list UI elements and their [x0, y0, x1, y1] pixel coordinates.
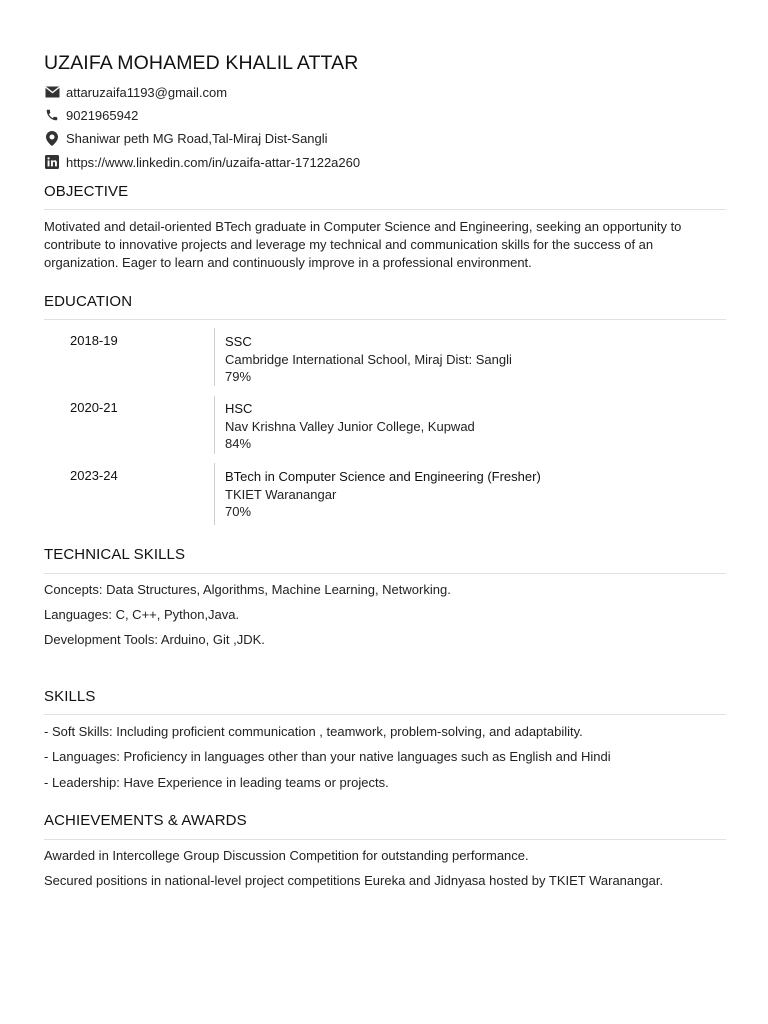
education-degree: BTech in Computer Science and Engineering (Fresher): [225, 469, 541, 484]
skill-item: - Soft Skills: Including proficient communication , teamwork, problem-solving, and adaptability.: [44, 724, 583, 739]
envelope-icon: [44, 84, 60, 100]
contact-email: [44, 83, 227, 101]
section-divider: [44, 714, 726, 715]
timeline-bar: [214, 328, 215, 386]
candidate-name: UZAIFA MOHAMED KHALIL ATTAR: [44, 52, 359, 74]
education-degree: SSC: [225, 334, 252, 349]
education-year: 2020-21: [70, 400, 118, 415]
education-score: 79%: [225, 369, 252, 384]
education-details: [225, 333, 512, 386]
achievement-item: Secured positions in national-level project competitions Eureka and Jidnyasa hosted by TKIET Waranangar.: [44, 873, 664, 888]
skill-item: - Leadership: Have Experience in leading teams or projects.: [44, 775, 389, 790]
achievement-item: Awarded in Intercollege Group Discussion Competition for outstanding performance.: [44, 848, 529, 863]
education-score: 70%: [225, 504, 252, 519]
skill-item: - Languages: Proficiency in languages other than your native languages such as English and Hindi: [44, 749, 611, 764]
email-text[interactable]: attaruzaifa1193@gmail.com: [66, 84, 228, 100]
contact-address: [44, 129, 328, 147]
objective-text: Motivated and detail-oriented BTech graduate in Computer Science and Engineering, seeking an opportunity to contribute to innovative projects and leverage my technical and communication skills for the success of an organization. Eager to learn and continuously improve in a professional environment.: [44, 219, 682, 270]
phone-text[interactable]: 9021965942: [66, 107, 139, 123]
education-heading: EDUCATION: [44, 293, 133, 310]
linkedin-link[interactable]: https://www.linkedin.com/in/uzaifa-attar-17122a260: [66, 154, 361, 170]
section-divider: [44, 839, 726, 840]
timeline-bar: [214, 396, 215, 454]
objective-heading: OBJECTIVE: [44, 183, 129, 200]
education-score: 84%: [225, 436, 252, 451]
skills-heading: SKILLS: [44, 688, 96, 705]
education-details: [225, 468, 541, 521]
technical-skill-item: Languages: C, C++, Python,Java.: [44, 607, 240, 622]
phone-icon: [44, 107, 60, 123]
technical-skills-heading: TECHNICAL SKILLS: [44, 546, 186, 563]
timeline-bar: [214, 463, 215, 525]
linkedin-icon: [44, 154, 60, 170]
education-institution: Nav Krishna Valley Junior College, Kupwad: [225, 418, 475, 434]
education-degree: HSC: [225, 401, 253, 416]
education-institution: TKIET Waranangar: [225, 486, 337, 502]
contact-phone: [44, 106, 138, 124]
technical-skill-item: Development Tools: Arduino, Git ,JDK.: [44, 632, 265, 647]
section-divider: [44, 573, 726, 574]
technical-skill-item: Concepts: Data Structures, Algorithms, Machine Learning, Networking.: [44, 582, 451, 597]
education-institution: Cambridge International School, Miraj Dist: Sangli: [225, 351, 512, 367]
education-details: [225, 400, 475, 453]
section-divider: [44, 319, 726, 320]
contact-linkedin: [44, 153, 360, 171]
location-pin-icon: [44, 130, 60, 146]
education-year: 2023-24: [70, 468, 118, 483]
education-year: 2018-19: [70, 333, 118, 348]
section-divider: [44, 209, 726, 210]
achievements-heading: ACHIEVEMENTS & AWARDS: [44, 812, 247, 829]
address-text: Shaniwar peth MG Road,Tal-Miraj Dist-Sangli: [66, 130, 328, 146]
